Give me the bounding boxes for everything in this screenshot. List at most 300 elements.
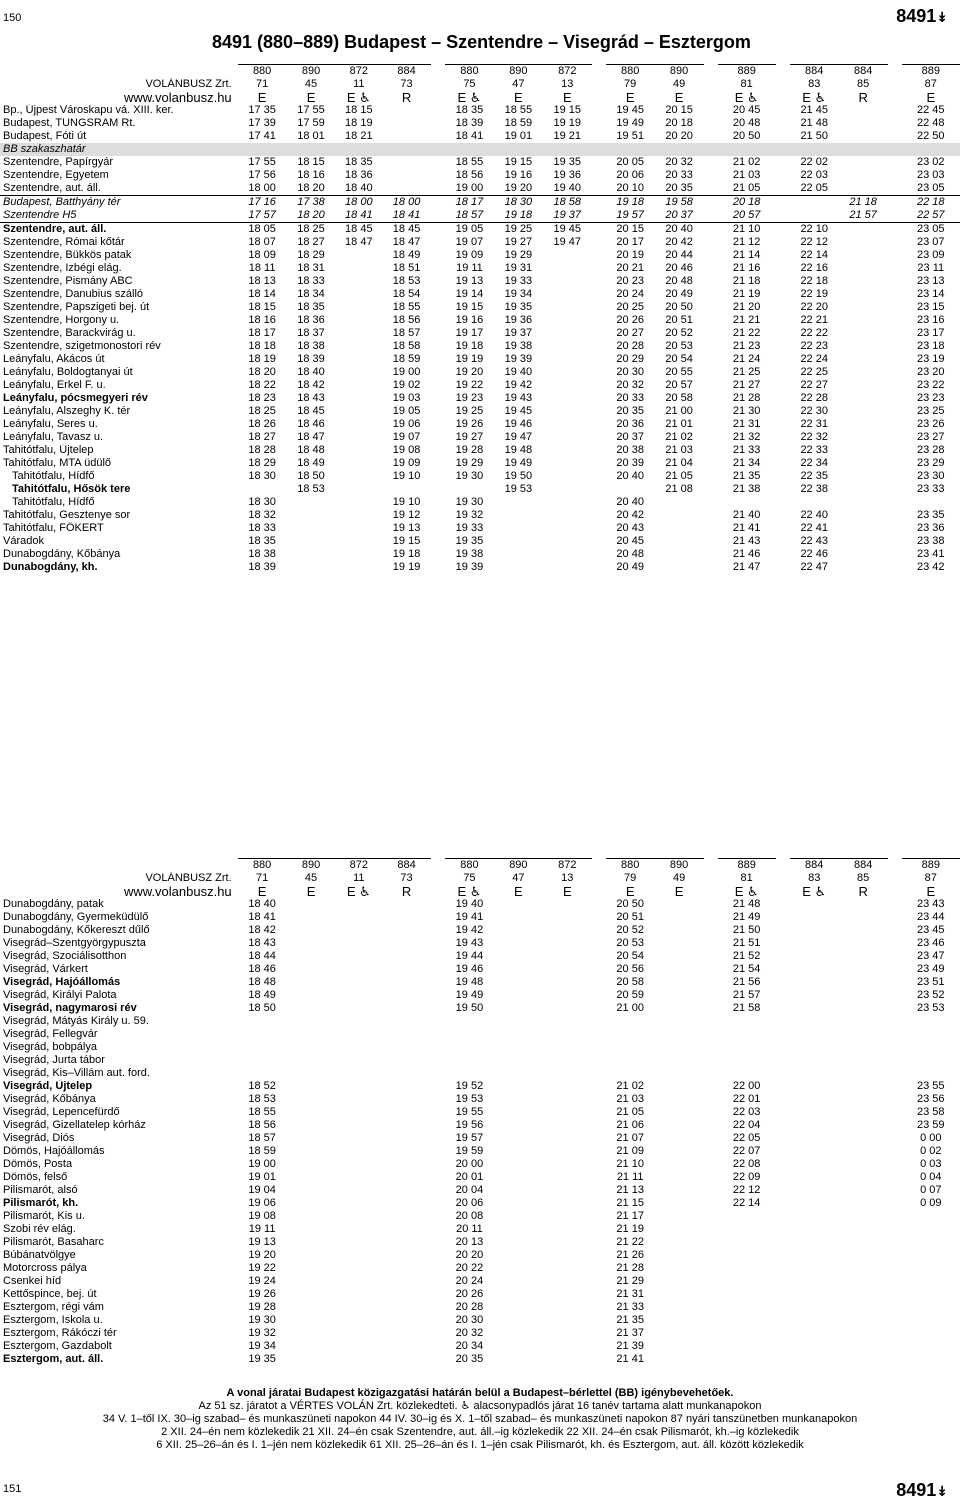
- stop-name: Leányfalu, Erkel F. u.: [3, 379, 106, 391]
- departure-time: 21 02: [665, 431, 693, 443]
- departure-time: [543, 1067, 592, 1080]
- t2-hdr-cell: [776, 859, 790, 873]
- departure-time: [790, 1028, 839, 1041]
- departure-time: 21 39: [616, 1340, 644, 1352]
- departure-time: 21 51: [732, 937, 761, 949]
- departure-time: 20 54: [665, 353, 693, 365]
- departure-time: [888, 1132, 902, 1145]
- departure-time: [888, 431, 902, 444]
- departure-time: [888, 1314, 902, 1327]
- departure-time: [592, 457, 606, 470]
- departure-time: 19 43: [455, 937, 484, 949]
- departure-time: [382, 1275, 431, 1288]
- departure-time: [704, 1327, 718, 1340]
- departure-time: [336, 431, 383, 444]
- t2-row: [0, 1054, 960, 1067]
- departure-time: [494, 1002, 543, 1015]
- departure-time: 20 52: [616, 924, 644, 936]
- departure-time: [839, 1210, 888, 1223]
- departure-time: [888, 262, 902, 275]
- departure-time: [431, 1327, 445, 1340]
- departure-time: [543, 1171, 592, 1184]
- departure-time: [839, 275, 888, 288]
- departure-time: 19 45: [504, 405, 533, 417]
- departure-time: [839, 1301, 888, 1314]
- stop-name: Szentendre, Bükkös patak: [3, 249, 132, 261]
- departure-time: 19 12: [392, 509, 421, 521]
- departure-time: 21 05: [732, 182, 761, 194]
- departure-time: [790, 898, 839, 911]
- departure-time: 19 45: [616, 104, 644, 116]
- departure-time: [287, 950, 336, 963]
- departure-time: [494, 1262, 543, 1275]
- departure-time: [839, 1067, 888, 1080]
- departure-time: 18 46: [297, 418, 325, 430]
- departure-time: 23 43: [917, 898, 945, 910]
- t2-hdr-cell: 47: [512, 872, 525, 884]
- departure-time: [718, 1223, 776, 1236]
- departure-time: [543, 431, 592, 444]
- departure-time: [336, 522, 383, 535]
- departure-time: [704, 509, 718, 522]
- t2-hdr-cell: 884: [382, 859, 431, 873]
- departure-time: 21 00: [665, 405, 693, 417]
- departure-time: 23 26: [917, 418, 945, 430]
- departure-time: [839, 937, 888, 950]
- departure-time: 18 59: [392, 353, 421, 365]
- departure-time: [592, 130, 606, 143]
- departure-time: [888, 1145, 902, 1158]
- stop-name: Pilismarót, Basaharc: [3, 1236, 104, 1248]
- departure-time: 20 43: [616, 522, 644, 534]
- departure-time: 23 58: [917, 1106, 945, 1118]
- t1-hdr-cell: 13: [561, 78, 574, 90]
- departure-time: [839, 1236, 888, 1249]
- departure-time: 18 20: [287, 209, 336, 223]
- departure-time: [790, 937, 839, 950]
- departure-time: [543, 1327, 592, 1340]
- departure-time: [888, 1340, 902, 1353]
- t1-hdr-cell: 880: [445, 65, 494, 79]
- departure-time: 21 28: [616, 1262, 644, 1274]
- departure-time: 21 10: [732, 223, 761, 235]
- departure-time: [902, 1015, 960, 1028]
- departure-time: 20 48: [616, 548, 644, 560]
- departure-time: 21 30: [732, 405, 761, 417]
- departure-time: [543, 1301, 592, 1314]
- t2-hdr-cell: E: [625, 885, 635, 898]
- departure-time: 20 40: [665, 223, 693, 235]
- departure-time: [704, 522, 718, 535]
- departure-time: 21 05: [665, 470, 693, 482]
- departure-time: [776, 483, 790, 496]
- departure-time: [704, 1054, 718, 1067]
- departure-time: [238, 1067, 287, 1080]
- departure-time: [431, 1067, 445, 1080]
- departure-time: [888, 1249, 902, 1262]
- t2-row: [0, 1184, 960, 1197]
- departure-time: [718, 1236, 776, 1249]
- departure-time: 18 53: [392, 275, 421, 287]
- t2-hdr-cell: E: [926, 885, 936, 898]
- departure-time: [543, 924, 592, 937]
- t1-row: [0, 353, 960, 366]
- departure-time: 19 37: [543, 209, 592, 223]
- departure-time: [839, 301, 888, 314]
- departure-time: 18 58: [543, 196, 592, 210]
- departure-time: 20 06: [616, 169, 644, 181]
- t1-row: [0, 249, 960, 262]
- departure-time: [902, 143, 960, 156]
- departure-time: [704, 340, 718, 353]
- departure-time: [839, 340, 888, 353]
- departure-time: 21 18: [839, 196, 888, 210]
- departure-time: [336, 937, 383, 950]
- departure-time: 21 33: [732, 444, 761, 456]
- departure-time: 19 29: [504, 249, 533, 261]
- departure-time: [238, 483, 287, 496]
- departure-time: [445, 1028, 494, 1041]
- departure-time: [336, 1028, 383, 1041]
- departure-time: [336, 1249, 383, 1262]
- stop-name: Visegrád, Várkert: [3, 963, 88, 975]
- t2-row: [0, 924, 960, 937]
- departure-time: 18 45: [345, 223, 373, 235]
- departure-time: [888, 1288, 902, 1301]
- departure-time: [704, 535, 718, 548]
- stop-name: Dunabogdány, Gyermeküdülő: [3, 911, 149, 923]
- departure-time: [888, 366, 902, 379]
- departure-time: 19 38: [455, 548, 484, 560]
- departure-time: [704, 989, 718, 1002]
- departure-time: 20 04: [455, 1184, 484, 1196]
- website-link[interactable]: www.volanbusz.hu: [123, 885, 232, 898]
- departure-time: [431, 963, 445, 976]
- departure-time: 20 26: [455, 1288, 484, 1300]
- departure-time: 20 01: [455, 1171, 484, 1183]
- departure-time: [704, 1184, 718, 1197]
- departure-time: 21 49: [732, 911, 761, 923]
- stop-name: Tahitótfalu, Hősök tere: [12, 483, 131, 495]
- departure-time: 0 09: [920, 1197, 942, 1209]
- departure-time: [287, 937, 336, 950]
- departure-time: 23 29: [917, 457, 945, 469]
- departure-time: 19 46: [504, 418, 533, 430]
- stop-name: Tahitótfalu, FŐKERT: [3, 522, 104, 534]
- departure-time: [494, 1197, 543, 1210]
- departure-time: [382, 169, 431, 182]
- departure-time: 23 59: [917, 1119, 945, 1131]
- departure-time: 17 39: [248, 117, 276, 129]
- departure-time: [431, 509, 445, 522]
- departure-time: [543, 1236, 592, 1249]
- departure-time: 23 56: [917, 1093, 945, 1105]
- departure-time: [592, 1275, 606, 1288]
- departure-time: 22 08: [732, 1158, 761, 1170]
- t2-row: [0, 1080, 960, 1093]
- t1-hdr-cell: 884: [382, 65, 431, 79]
- t1-hdr-cell: E: [926, 91, 936, 104]
- departure-time: [382, 1067, 431, 1080]
- departure-time: 20 19: [616, 249, 644, 261]
- departure-time: 22 25: [800, 366, 828, 378]
- departure-time: [494, 1340, 543, 1353]
- departure-time: [839, 1197, 888, 1210]
- departure-time: [431, 392, 445, 405]
- departure-time: [776, 1080, 790, 1093]
- departure-time: [704, 288, 718, 301]
- departure-time: 17 59: [297, 117, 325, 129]
- departure-time: 21 14: [732, 249, 761, 261]
- departure-time: 20 57: [718, 209, 776, 223]
- t2-row: [0, 1145, 960, 1158]
- departure-time: 19 28: [248, 1301, 276, 1313]
- stop-name: Tahitótfalu, Hídfő: [12, 496, 95, 508]
- departure-time: 23 03: [917, 169, 945, 181]
- departure-time: 18 41: [455, 130, 484, 142]
- t1-row: [0, 104, 960, 117]
- departure-time: [287, 1132, 336, 1145]
- departure-time: [718, 1249, 776, 1262]
- departure-time: [494, 898, 543, 911]
- departure-time: 19 01: [248, 1171, 276, 1183]
- departure-time: [718, 1327, 776, 1340]
- departure-time: [790, 1145, 839, 1158]
- departure-time: 18 38: [297, 340, 325, 352]
- departure-time: 20 21: [616, 262, 644, 274]
- departure-time: 20 49: [665, 288, 693, 300]
- departure-time: 19 35: [504, 301, 533, 313]
- departure-time: [543, 963, 592, 976]
- departure-time: [336, 1067, 383, 1080]
- departure-time: [287, 1145, 336, 1158]
- departure-time: [336, 561, 383, 574]
- t1-hdr-cell: 45: [304, 78, 318, 90]
- departure-time: [776, 117, 790, 130]
- stop-name: Leányfalu, Seres u.: [3, 418, 98, 430]
- departure-time: [494, 1210, 543, 1223]
- stop-name: Budapest, Fóti út: [3, 130, 87, 142]
- departure-time: [888, 1184, 902, 1197]
- departure-time: [592, 1093, 606, 1106]
- departure-time: 23 47: [917, 950, 945, 962]
- stop-name: Szobi rév elág.: [3, 1223, 76, 1235]
- departure-time: [287, 535, 336, 548]
- website-link[interactable]: www.volanbusz.hu: [123, 91, 232, 104]
- departure-time: [494, 1184, 543, 1197]
- departure-time: [704, 392, 718, 405]
- departure-time: 19 48: [504, 444, 533, 456]
- departure-time: [431, 327, 445, 340]
- departure-time: 21 31: [732, 418, 761, 430]
- departure-time: 18 39: [297, 353, 325, 365]
- departure-time: [888, 1002, 902, 1015]
- departure-time: 19 57: [606, 209, 655, 223]
- departure-time: [287, 1002, 336, 1015]
- departure-time: [776, 1340, 790, 1353]
- departure-time: 18 13: [248, 275, 276, 287]
- departure-time: 21 34: [732, 457, 761, 469]
- departure-time: [382, 1184, 431, 1197]
- departure-time: 19 13: [392, 522, 421, 534]
- departure-time: 18 55: [504, 104, 533, 116]
- departure-time: [494, 1353, 543, 1366]
- departure-time: 19 42: [455, 924, 484, 936]
- departure-time: [543, 457, 592, 470]
- t2-hdr-cell: 13: [561, 872, 574, 884]
- departure-time: [704, 1093, 718, 1106]
- departure-time: [776, 1262, 790, 1275]
- departure-time: [839, 1262, 888, 1275]
- departure-time: [543, 314, 592, 327]
- departure-time: 18 59: [504, 117, 533, 129]
- t1-hdr-cell: [888, 91, 902, 104]
- departure-time: 22 04: [732, 1119, 761, 1131]
- departure-time: [888, 1158, 902, 1171]
- departure-time: 21 50: [800, 130, 828, 142]
- t1-row: [0, 392, 960, 405]
- t1-row: [0, 156, 960, 169]
- departure-time: [888, 1223, 902, 1236]
- departure-time: 19 13: [248, 1236, 276, 1248]
- departure-time: [790, 1158, 839, 1171]
- t1-row: [0, 366, 960, 379]
- departure-time: 19 34: [248, 1340, 276, 1352]
- departure-time: [790, 1197, 839, 1210]
- t1-hdr-cell: E: [625, 91, 635, 104]
- t2-hdr-cell: 75: [463, 872, 476, 884]
- departure-time: [655, 1002, 704, 1015]
- departure-time: 19 19: [553, 117, 582, 129]
- departure-time: [494, 924, 543, 937]
- departure-time: 19 25: [504, 223, 533, 235]
- departure-time: [431, 924, 445, 937]
- departure-time: [431, 196, 445, 210]
- departure-time: [776, 1119, 790, 1132]
- departure-time: [790, 1041, 839, 1054]
- departure-time: 21 03: [616, 1093, 644, 1105]
- departure-time: [431, 314, 445, 327]
- departure-time: [592, 535, 606, 548]
- departure-time: [839, 898, 888, 911]
- t1-hdr-cell: 884: [790, 65, 839, 79]
- departure-time: [382, 1106, 431, 1119]
- departure-time: [888, 223, 902, 237]
- departure-time: 19 46: [455, 963, 484, 975]
- departure-time: [888, 535, 902, 548]
- departure-time: 22 10: [800, 223, 828, 235]
- departure-time: [287, 1301, 336, 1314]
- departure-time: [382, 1223, 431, 1236]
- departure-time: 22 23: [800, 340, 828, 352]
- t1-row: [0, 509, 960, 522]
- note-line-4: 2 XII. 24–én nem közlekedik 21 XII. 24–én csak Szentendre, aut. áll.–ig közlekedik 22 XII. 24–én csak Pilismarót, kh.–ig közlekedik: [161, 1426, 799, 1438]
- t2-row: [0, 1275, 960, 1288]
- departure-time: 18 53: [248, 1093, 276, 1105]
- t1-hdr-cell: 890: [287, 65, 336, 79]
- t2-hdr-cell: 81: [740, 872, 753, 884]
- departure-time: 19 33: [504, 275, 533, 287]
- departure-time: [336, 1327, 383, 1340]
- departure-time: [494, 1132, 543, 1145]
- departure-time: [445, 1054, 494, 1067]
- departure-time: [776, 1171, 790, 1184]
- departure-time: 22 20: [800, 301, 828, 313]
- departure-time: 21 37: [616, 1327, 644, 1339]
- departure-time: [888, 911, 902, 924]
- departure-time: 18 16: [297, 169, 325, 181]
- departure-time: [790, 1210, 839, 1223]
- departure-time: [704, 143, 718, 156]
- departure-time: [776, 1145, 790, 1158]
- departure-time: 22 09: [732, 1171, 761, 1183]
- t1-row: [0, 130, 960, 143]
- departure-time: 19 44: [455, 950, 484, 962]
- departure-time: 21 08: [665, 483, 693, 495]
- departure-time: [839, 1158, 888, 1171]
- departure-time: 20 25: [616, 301, 644, 313]
- departure-time: [287, 1275, 336, 1288]
- stop-name: Szentendre, Papszigeti bej. út: [3, 301, 150, 313]
- departure-time: [718, 1028, 776, 1041]
- departure-time: [592, 1145, 606, 1158]
- departure-time: [494, 1145, 543, 1158]
- departure-time: [238, 1015, 287, 1028]
- stop-name: Dömös, Hajóállomás: [3, 1145, 105, 1157]
- departure-time: 20 32: [665, 156, 693, 168]
- departure-time: [336, 1093, 383, 1106]
- departure-time: 23 02: [917, 156, 945, 168]
- departure-time: 18 15: [248, 301, 276, 313]
- stop-name: Budapest, TUNGSRAM Rt.: [3, 117, 136, 129]
- departure-time: [336, 950, 383, 963]
- departure-time: 19 15: [455, 301, 484, 313]
- departure-time: [494, 143, 543, 156]
- departure-time: 18 58: [392, 340, 421, 352]
- departure-time: 19 09: [392, 457, 421, 469]
- departure-time: [718, 1314, 776, 1327]
- departure-time: [839, 535, 888, 548]
- departure-time: [839, 156, 888, 169]
- departure-time: 20 50: [732, 130, 761, 142]
- departure-time: [431, 130, 445, 143]
- departure-time: [592, 249, 606, 262]
- departure-time: [494, 1275, 543, 1288]
- departure-time: [790, 1288, 839, 1301]
- stop-name: Szentendre, Római kőtár: [3, 236, 125, 248]
- departure-time: 19 21: [553, 130, 582, 142]
- departure-time: [238, 143, 287, 156]
- departure-time: [839, 976, 888, 989]
- departure-time: [839, 1353, 888, 1366]
- departure-time: [776, 327, 790, 340]
- departure-time: [287, 496, 336, 509]
- departure-time: 21 40: [732, 509, 761, 521]
- departure-time: [592, 104, 606, 117]
- departure-time: [888, 509, 902, 522]
- departure-time: [776, 405, 790, 418]
- departure-time: [790, 963, 839, 976]
- note-line-1: A vonal járatai Budapest közigazgatási határán belül a Budapest–bérlettel (BB) igénybevehetőek.: [226, 1387, 734, 1399]
- departure-time: [592, 405, 606, 418]
- departure-time: [494, 1106, 543, 1119]
- departure-time: [431, 366, 445, 379]
- departure-time: [382, 1301, 431, 1314]
- departure-time: [776, 156, 790, 169]
- departure-time: 22 18: [800, 275, 828, 287]
- departure-time: [888, 353, 902, 366]
- departure-time: [336, 1158, 383, 1171]
